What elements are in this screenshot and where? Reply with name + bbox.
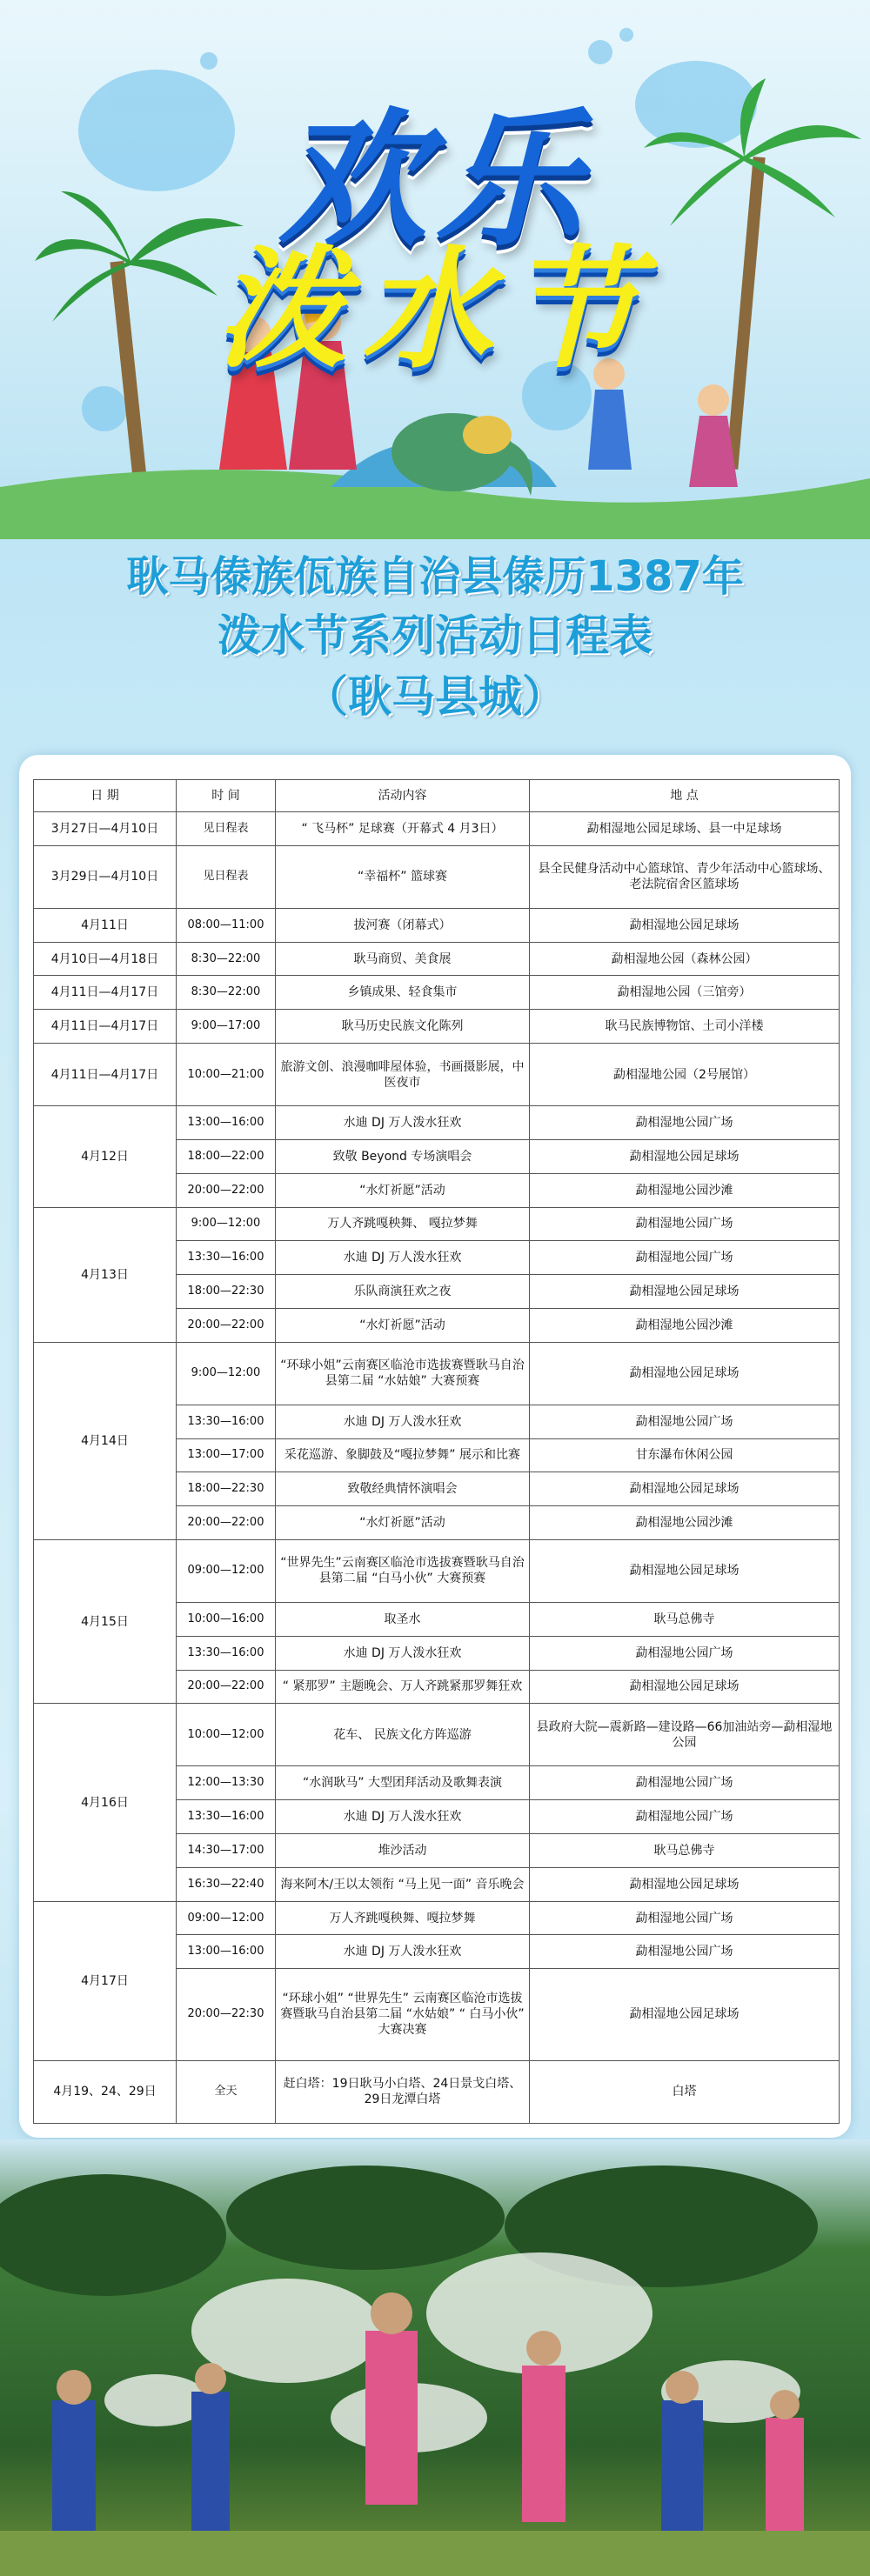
cell-activity: “水灯祈愿”活动 <box>276 1173 530 1207</box>
cell-activity: 水迪 DJ 万人泼水狂欢 <box>276 1106 530 1140</box>
cell-time: 13:30—16:00 <box>177 1405 276 1438</box>
cell-activity: 耿马历史民族文化陈列 <box>276 1010 530 1044</box>
cell-date: 4月11日—4月17日 <box>34 976 177 1010</box>
cell-time: 09:00—12:00 <box>177 1901 276 1935</box>
cell-activity: 水迪 DJ 万人泼水狂欢 <box>276 1800 530 1834</box>
schedule-card <box>19 755 851 2138</box>
cell-date: 3月29日—4月10日 <box>34 845 177 908</box>
cell-activity: 堆沙活动 <box>276 1834 530 1868</box>
cell-activity: “水润耿马” 大型团拜活动及歌舞表演 <box>276 1766 530 1800</box>
table-row <box>34 1207 840 1241</box>
cell-activity: “水灯祈愿”活动 <box>276 1308 530 1342</box>
heading-line1: 耿马傣族佤族自治县傣历1387年 <box>126 552 744 601</box>
cell-time: 12:00—13:30 <box>177 1766 276 1800</box>
cell-activity: 乡镇成果、轻食集市 <box>276 976 530 1010</box>
cell-activity: 万人齐跳嘎秧舞、嘎拉梦舞 <box>276 1901 530 1935</box>
festival-photo-illustration <box>0 2139 870 2576</box>
cell-time: 09:00—12:00 <box>177 1539 276 1602</box>
cell-venue: 勐相湿地公园沙滩 <box>530 1173 840 1207</box>
cell-time: 16:30—22:40 <box>177 1867 276 1901</box>
cell-venue: 勐相湿地公园广场 <box>530 1405 840 1438</box>
cell-activity: “ 飞马杯” 足球赛（开幕式 4 月3日） <box>276 812 530 846</box>
cell-venue: 勐相湿地公园沙滩 <box>530 1308 840 1342</box>
table-row <box>34 976 840 1010</box>
cell-venue: 勐相湿地公园足球场 <box>530 1867 840 1901</box>
cell-activity: 致敬 Beyond 专场演唱会 <box>276 1139 530 1173</box>
hero-title-line1: 欢乐 <box>278 95 592 267</box>
cell-venue: 勐相湿地公园足球场 <box>530 1472 840 1506</box>
cell-time: 见日程表 <box>177 845 276 908</box>
cell-time: 18:00—22:00 <box>177 1139 276 1173</box>
cell-activity: 水迪 DJ 万人泼水狂欢 <box>276 1405 530 1438</box>
cell-date: 4月11日—4月17日 <box>34 1044 177 1106</box>
cell-venue: 勐相湿地公园足球场、县一中足球场 <box>530 812 840 846</box>
cell-activity: 取圣水 <box>276 1603 530 1637</box>
cell-activity: “幸福杯” 篮球赛 <box>276 845 530 908</box>
header-date: 日 期 <box>34 780 177 812</box>
table-row <box>34 1342 840 1405</box>
table-row <box>34 1539 840 1602</box>
cell-time: 13:30—16:00 <box>177 1636 276 1670</box>
cell-time: 13:00—16:00 <box>177 1106 276 1140</box>
cell-activity: 旅游文创、浪漫咖啡屋体验，书画摄影展，中医夜市 <box>276 1044 530 1106</box>
cell-venue: 勐相湿地公园广场 <box>530 1766 840 1800</box>
cell-venue: 耿马总佛寺 <box>530 1834 840 1868</box>
cell-date: 4月11日 <box>34 908 177 942</box>
cell-time: 10:00—16:00 <box>177 1603 276 1637</box>
cell-activity: 水迪 DJ 万人泼水狂欢 <box>276 1241 530 1275</box>
cell-time: 13:30—16:00 <box>177 1241 276 1275</box>
cell-venue: 勐相湿地公园广场 <box>530 1636 840 1670</box>
header-activity: 活动内容 <box>276 780 530 812</box>
schedule-heading <box>0 548 870 727</box>
cell-time: 13:00—16:00 <box>177 1935 276 1969</box>
cell-activity: 拔河赛（闭幕式） <box>276 908 530 942</box>
cell-venue: 勐相湿地公园足球场 <box>530 1275 840 1309</box>
cell-activity: “环球小姐”云南赛区临沧市选拔赛暨耿马自治县第二届 “水姑娘” 大赛预赛 <box>276 1342 530 1405</box>
cell-time: 20:00—22:00 <box>177 1173 276 1207</box>
cell-venue: 勐相湿地公园广场 <box>530 1241 840 1275</box>
cell-activity: 致敬经典情怀演唱会 <box>276 1472 530 1506</box>
cell-venue: 勐相湿地公园沙滩 <box>530 1506 840 1540</box>
cell-date: 4月14日 <box>34 1342 177 1539</box>
cell-time: 9:00—12:00 <box>177 1207 276 1241</box>
cell-time: 8:30—22:00 <box>177 976 276 1010</box>
header-time: 时 间 <box>177 780 276 812</box>
hero-title-line2: 泼水节 <box>215 235 654 386</box>
cell-venue: 勐相湿地公园足球场 <box>530 1969 840 2060</box>
cell-activity: “世界先生”云南赛区临沧市选拔赛暨耿马自治县第二届 “白马小伙” 大赛预赛 <box>276 1539 530 1602</box>
table-row <box>34 908 840 942</box>
cell-venue: 勐相湿地公园广场 <box>530 1935 840 1969</box>
cell-venue: 勐相湿地公园（森林公园） <box>530 942 840 976</box>
cell-date: 4月15日 <box>34 1539 177 1703</box>
cell-activity: “水灯祈愿”活动 <box>276 1506 530 1540</box>
cell-activity: 万人齐跳嘎秧舞、 嘎拉梦舞 <box>276 1207 530 1241</box>
cell-time: 13:30—16:00 <box>177 1800 276 1834</box>
cell-time: 08:00—11:00 <box>177 908 276 942</box>
header-venue: 地 点 <box>530 780 840 812</box>
cell-time: 9:00—17:00 <box>177 1010 276 1044</box>
cell-date: 4月19、24、29日 <box>34 2060 177 2123</box>
cell-venue: 白塔 <box>530 2060 840 2123</box>
cell-date: 4月10日—4月18日 <box>34 942 177 976</box>
cell-time: 20:00—22:00 <box>177 1670 276 1704</box>
table-row <box>34 1010 840 1044</box>
table-row <box>34 2060 840 2123</box>
cell-venue: 耿马总佛寺 <box>530 1603 840 1637</box>
cell-activity: 水迪 DJ 万人泼水狂欢 <box>276 1935 530 1969</box>
cell-venue: 勐相湿地公园足球场 <box>530 908 840 942</box>
cell-time: 10:00—21:00 <box>177 1044 276 1106</box>
cell-venue: 县政府大院—震新路—建设路—66加油站旁—勐相湿地公园 <box>530 1704 840 1766</box>
cell-time: 20:00—22:00 <box>177 1308 276 1342</box>
cell-time: 见日程表 <box>177 812 276 846</box>
table-row <box>34 1044 840 1106</box>
cell-time: 13:00—17:00 <box>177 1438 276 1472</box>
cell-activity: 乐队商演狂欢之夜 <box>276 1275 530 1309</box>
heading-line2: 泼水节系列活动日程表 <box>218 611 652 661</box>
cell-activity: 采花巡游、象脚鼓及“嘎拉梦舞” 展示和比赛 <box>276 1438 530 1472</box>
cell-date: 4月16日 <box>34 1704 177 1901</box>
cell-activity: 水迪 DJ 万人泼水狂欢 <box>276 1636 530 1670</box>
cell-activity: 花车、 民族文化方阵巡游 <box>276 1704 530 1766</box>
cell-time: 10:00—12:00 <box>177 1704 276 1766</box>
cell-activity: 赶白塔：19日耿马小白塔、24日景戈白塔、29日龙潭白塔 <box>276 2060 530 2123</box>
cell-venue: 耿马民族博物馆、土司小洋楼 <box>530 1010 840 1044</box>
cell-activity: 耿马商贸、美食展 <box>276 942 530 976</box>
cell-venue: 勐相湿地公园广场 <box>530 1207 840 1241</box>
cell-venue: 勐相湿地公园足球场 <box>530 1342 840 1405</box>
table-row <box>34 1106 840 1140</box>
cell-date: 3月27日—4月10日 <box>34 812 177 846</box>
cell-activity: 海来阿木/王以太领衔 “马上见一面” 音乐晚会 <box>276 1867 530 1901</box>
cell-venue: 勐相湿地公园（2号展馆） <box>530 1044 840 1106</box>
cell-time: 18:00—22:30 <box>177 1472 276 1506</box>
cell-time: 8:30—22:00 <box>177 942 276 976</box>
table-row <box>34 942 840 976</box>
cell-time: 20:00—22:00 <box>177 1506 276 1540</box>
cell-date: 4月12日 <box>34 1106 177 1207</box>
table-row <box>34 1901 840 1935</box>
cell-date: 4月11日—4月17日 <box>34 1010 177 1044</box>
table-row <box>34 845 840 908</box>
festival-photo <box>0 2139 870 2576</box>
table-row <box>34 1704 840 1766</box>
table-row <box>34 812 840 846</box>
table-header-row <box>34 780 840 812</box>
heading-line3: （耿马县城） <box>304 671 566 722</box>
cell-time: 18:00—22:30 <box>177 1275 276 1309</box>
cell-activity: “ 紧那罗” 主题晚会、万人齐跳紧那罗舞狂欢 <box>276 1670 530 1704</box>
cell-venue: 勐相湿地公园（三馆旁） <box>530 976 840 1010</box>
cell-venue: 勐相湿地公园足球场 <box>530 1670 840 1704</box>
cell-venue: 勐相湿地公园广场 <box>530 1106 840 1140</box>
cell-time: 全天 <box>177 2060 276 2123</box>
cell-activity: “环球小姐” “世界先生” 云南赛区临沧市选拔赛暨耿马自治县第二届 “水姑娘” “ 白马小伙” 大赛决赛 <box>276 1969 530 2060</box>
hero-banner <box>0 0 870 539</box>
cell-venue: 勐相湿地公园足球场 <box>530 1539 840 1602</box>
cell-time: 9:00—12:00 <box>177 1342 276 1405</box>
cell-time: 20:00—22:30 <box>177 1969 276 2060</box>
schedule-table <box>33 779 840 2124</box>
cell-time: 14:30—17:00 <box>177 1834 276 1868</box>
cell-venue: 勐相湿地公园广场 <box>530 1901 840 1935</box>
schedule-body <box>34 812 840 2124</box>
cell-date: 4月13日 <box>34 1207 177 1342</box>
cell-date: 4月17日 <box>34 1901 177 2060</box>
cell-venue: 勐相湿地公园广场 <box>530 1800 840 1834</box>
cell-venue: 甘东瀑布休闲公园 <box>530 1438 840 1472</box>
cell-venue: 县全民健身活动中心篮球馆、青少年活动中心篮球场、老法院宿舍区篮球场 <box>530 845 840 908</box>
cell-venue: 勐相湿地公园足球场 <box>530 1139 840 1173</box>
